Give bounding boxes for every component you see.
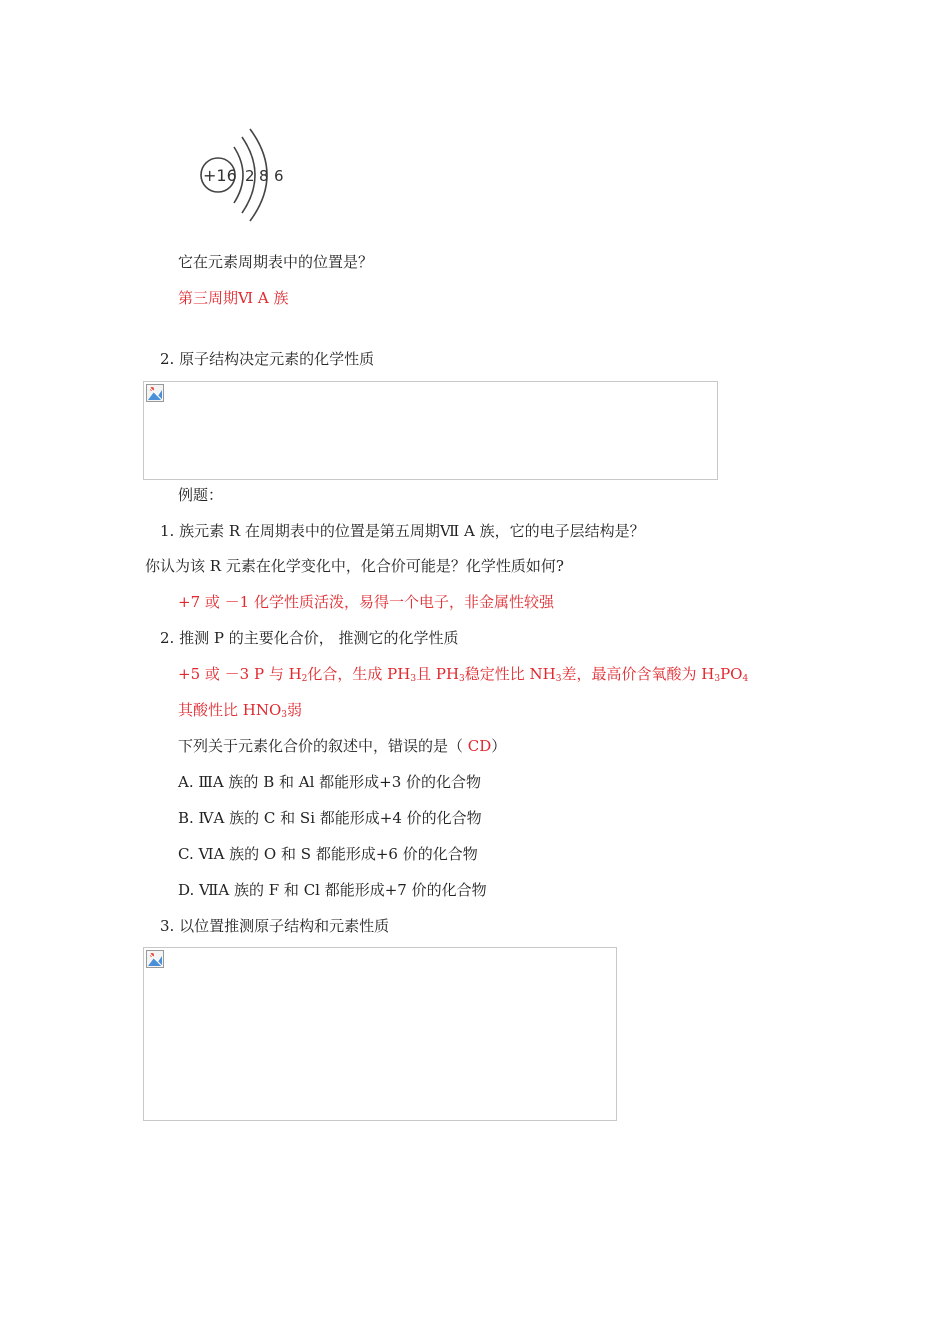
question-position: 它在元素周期表中的位置是？ — [178, 253, 374, 271]
mc-question-stem: 下列关于元素化合价的叙述中，错误的是（ CD） — [178, 737, 507, 755]
section-3-title: 3. 以位置推测原子结构和元素性质 — [160, 917, 390, 935]
broken-image-icon — [146, 950, 164, 968]
shell-1-electrons: 2 — [245, 167, 255, 185]
broken-image-1 — [143, 381, 718, 480]
section-2-title: 2. 原子结构决定元素的化学性质 — [160, 350, 375, 368]
example-label: 例题： — [178, 486, 224, 504]
mc-option-b: B. ⅣA 族的 C 和 Si 都能形成+4 价的化合物 — [178, 809, 482, 827]
shell-2-electrons: 8 — [259, 167, 269, 185]
mc-answer: CD — [467, 737, 492, 755]
mc-option-c: C. ⅥA 族的 O 和 S 都能形成+6 价的化合物 — [178, 845, 478, 863]
mc-option-a: A. ⅢA 族的 B 和 Al 都能形成+3 价的化合物 — [178, 773, 482, 791]
example-1-answer: +7 或 －1 化学性质活泼，易得一个电子，非金属性较强 — [178, 593, 554, 611]
example-2-answer-line-1: +5 或 －3 P 与 $H_2$化合，生成 $PH_3$且 $PH_3$稳定性比 $NH_3$差，最高价含氧酸为 $H_3PO_4$ — [178, 665, 749, 684]
shell-3-electrons: 6 — [274, 167, 284, 185]
example-2-answer-line-2: 其酸性比 $HNO_3$弱 — [178, 701, 303, 720]
example-2-question: 2. 推测 P 的主要化合价， 推测它的化学性质 — [160, 629, 459, 647]
atom-structure-diagram — [196, 125, 296, 225]
example-1-question-line-2: 你认为该 R 元素在化学变化中，化合价可能是？化学性质如何? — [145, 557, 564, 575]
broken-image-2 — [143, 947, 617, 1121]
nucleus-charge: +16 — [203, 166, 237, 185]
broken-image-icon — [146, 384, 164, 402]
example-1-question-line-1: 1. 族元素 R 在周期表中的位置是第五周期Ⅶ A 族，它的电子层结构是？ — [160, 522, 645, 540]
answer-position: 第三周期Ⅵ A 族 — [178, 289, 289, 307]
mc-option-d: D. ⅦA 族的 F 和 Cl 都能形成+7 价的化合物 — [178, 881, 487, 899]
